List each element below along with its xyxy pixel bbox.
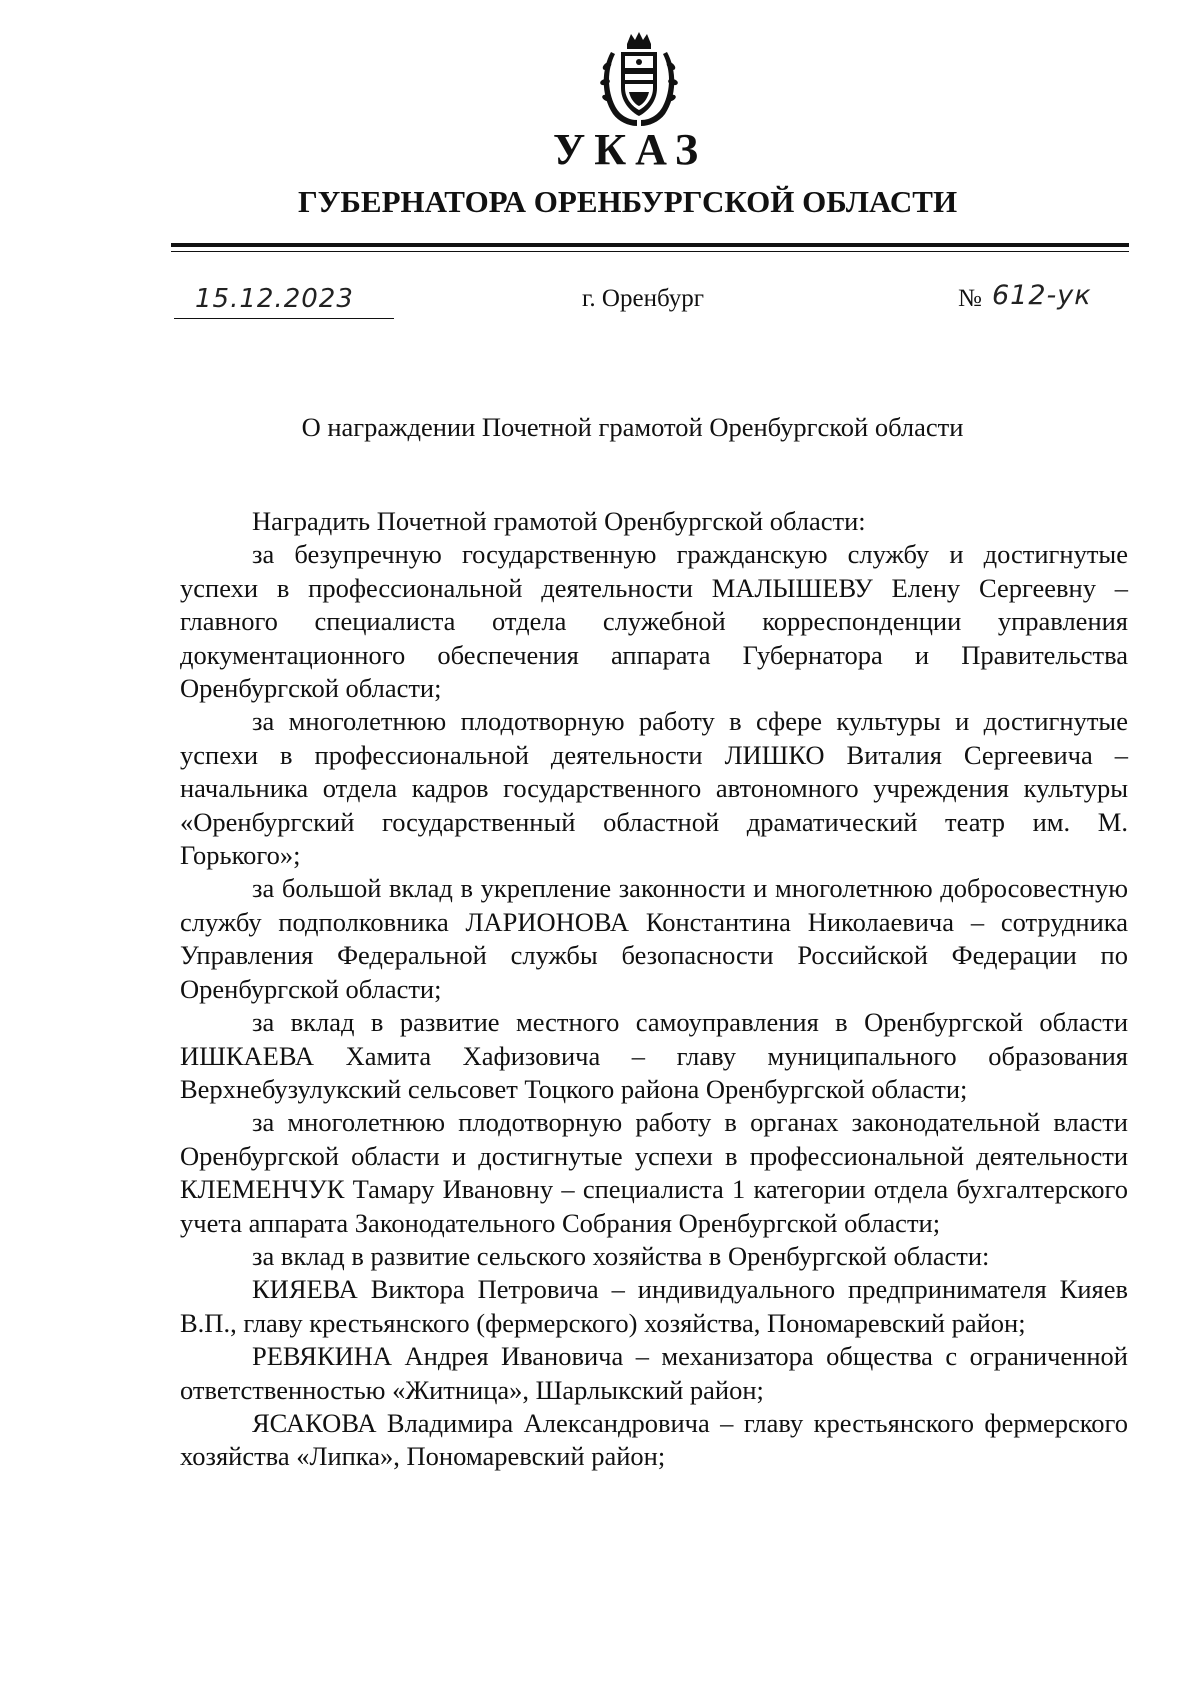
document-issuer: ГУБЕРНАТОРА ОРЕНБУРГСКОЙ ОБЛАСТИ (297, 184, 958, 219)
body-paragraph: Наградить Почетной грамотой Оренбургской области: (252, 506, 866, 536)
header-rule-thick (171, 243, 1129, 247)
document-heading: О награждении Почетной грамотой Оренбургской области (301, 412, 964, 442)
header-rule-thin (171, 251, 1129, 252)
document-body (180, 505, 1128, 1474)
document-date: 15.12.2023 (195, 284, 354, 314)
document-number-label: № (958, 285, 982, 312)
body-paragraph: за вклад в развитие сельского хозяйства в Оренбургской области: (252, 1240, 990, 1271)
body-paragraph: за многолетнюю плодотворную работу в сфере культуры и достигнутые успехи в профессиональной деятельности ЛИШКО Виталия Сергеевича – начальника отдела кадров государственного автономного учреждения культуры «Оренбургский государственный областной драматический театр им. М. Горького»; (180, 706, 1128, 871)
body-paragraph: за вклад в развитие местного самоуправления в Оренбургской области ИШКАЕВА Хамита Хафизовича – главу муниципального образования Верхнебузулукский сельсовет Тоцкого района Оренбургской области; (180, 1007, 1128, 1104)
body-paragraph: за безупречную государственную гражданскую службу и достигнутые успехи в профессиональной деятельности МАЛЫШЕВУ Елену Сергеевну – главного специалиста отдела служебной корреспонденции управления документационного обеспечения аппарата Губернатора и Правительства Оренбургской области; (180, 539, 1128, 704)
document-number: 612-ук (992, 280, 1092, 311)
document-city: г. Оренбург (582, 285, 704, 312)
body-paragraph: за многолетнюю плодотворную работу в органах законодательной власти Оренбургской области и достигнутые успехи в профессиональной деятельности КЛЕМЕНЧУК Тамару Ивановну – специалиста 1 категории отдела бухгалтерского учета аппарата Законодательного Собрания Оренбургской области; (180, 1107, 1128, 1238)
body-paragraph: РЕВЯКИНА Андрея Ивановича – механизатора общества с ограниченной ответственностью «Житница», Шарлыкский район; (180, 1341, 1128, 1405)
oblast-coat-of-arms-icon (597, 30, 681, 130)
body-paragraph: за большой вклад в укрепление законности и многолетнюю добросовестную службу подполковника ЛАРИОНОВА Константина Николаевича – сотрудника Управления Федеральной службы безопасности Российской Федерации по Оренбургской области; (180, 873, 1128, 1004)
body-paragraph: ЯСАКОВА Владимира Александровича – главу крестьянского фермерского хозяйства «Липка», Пономаревский район; (180, 1407, 1128, 1472)
body-paragraph: КИЯЕВА Виктора Петровича – индивидуального предпринимателя Кияев В.П., главу крестьянского (фермерского) хозяйства, Пономаревский район; (180, 1274, 1128, 1338)
document-title: УКАЗ (552, 125, 708, 174)
